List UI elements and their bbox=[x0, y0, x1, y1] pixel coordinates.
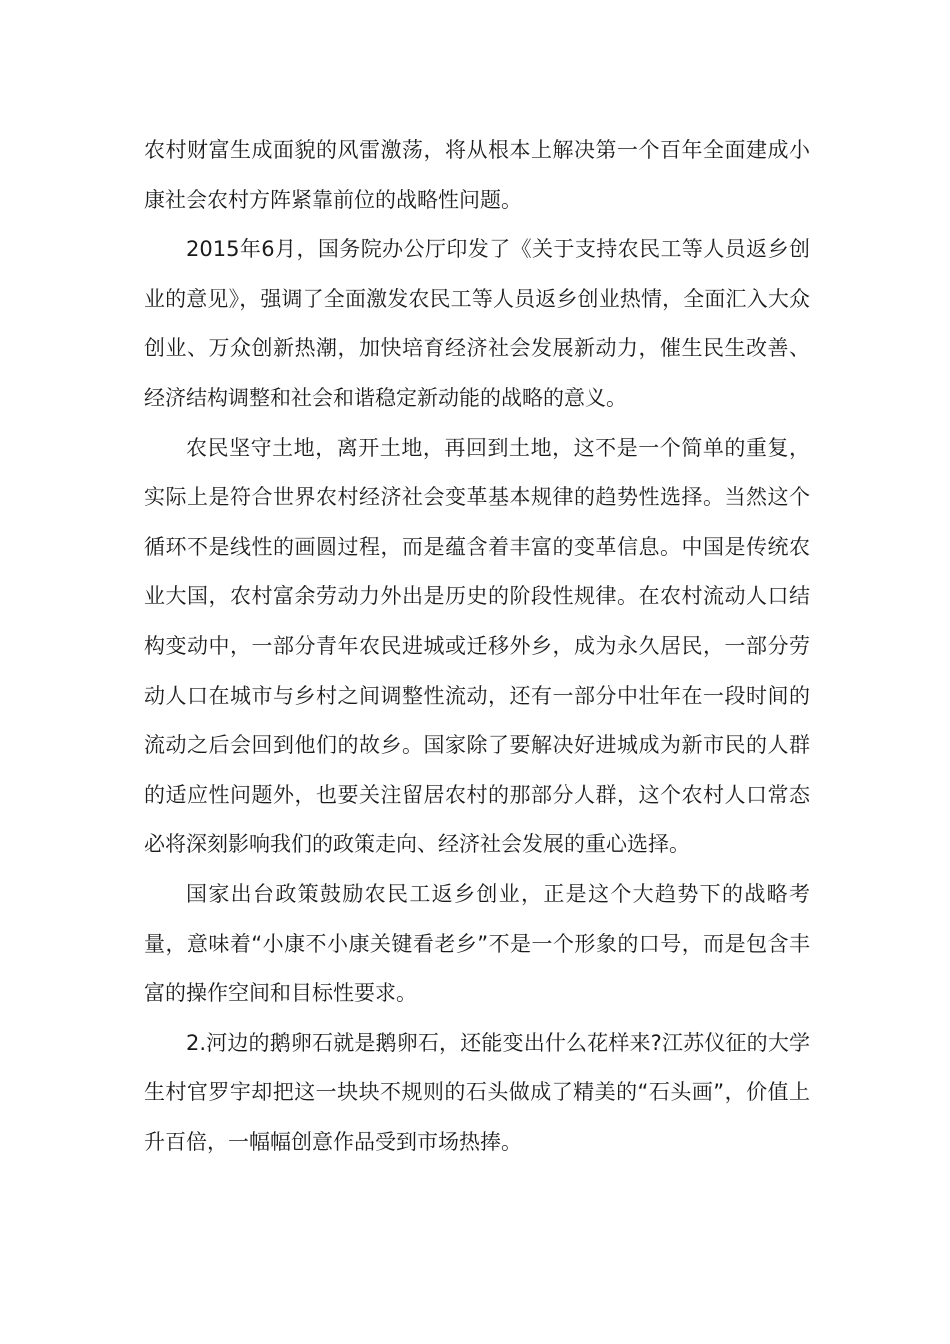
paragraph-national-policy: 国家出台政策鼓励农民工返乡创业，正是这个大趋势下的战略考量，意味着“小康不小康关键看老乡”不是一个形象的口号，而是包含丰富的操作空间和目标性要求。 bbox=[144, 881, 810, 1006]
paragraph-rural-population: 农民坚守土地，离开土地，再回到土地，这不是一个简单的重复，实际上是符合世界农村经济社会变革基本规律的趋势性选择。当然这个循环不是线性的画圆过程，而是蕴含着丰富的变革信息。中国是传统农业大国，农村富余劳动力外出是历史的阶段性规律。在农村流动人口结构变动中，一部分青年农民进城或迁移外乡，成为永久居民，一部分劳动人口在城市与乡村之间调整性流动，还有一部分中壮年在一段时间的流动之后会回到他们的故乡。国家除了要解决好进城成为新市民的人群的适应性问题外，也要关注留居农村的那部分人群，这个农村人口常态必将深刻影响我们的政策走向、经济社会发展的重心选择。 bbox=[144, 435, 810, 857]
paragraph-continuation: 农村财富生成面貌的风雷激荡，将从根本上解决第一个百年全面建成小康社会农村方阵紧靠前位的战略性问题。 bbox=[144, 138, 810, 212]
paragraph-policy-2015: 2015年6月，国务院办公厅印发了《关于支持农民工等人员返乡创业的意见》，强调了全面激发农民工等人员返乡创业热情，全面汇入大众创业、万众创新热潮，加快培育经济社会发展新动力，催生民生改善、经济结构调整和社会和谐稳定新动能的战略的意义。 bbox=[144, 237, 810, 410]
document-body bbox=[144, 126, 810, 1167]
paragraph-item-2: 2.河边的鹅卵石就是鹅卵石，还能变出什么花样来?江苏仪征的大学生村官罗宇却把这一块块不规则的石头做成了精美的“石头画”，价值上升百倍，一幅幅创意作品受到市场热捧。 bbox=[144, 1030, 810, 1154]
